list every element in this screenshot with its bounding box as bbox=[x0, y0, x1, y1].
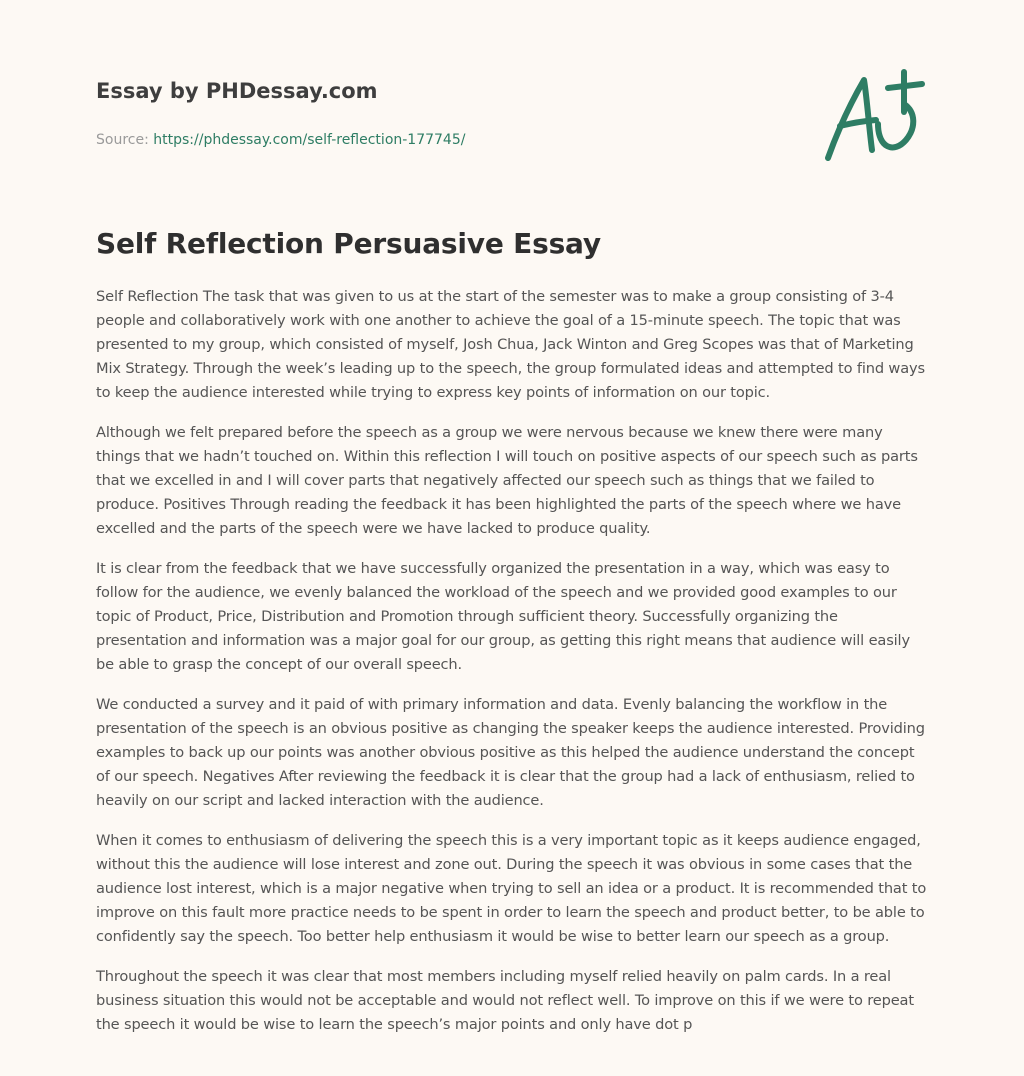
paragraph: Throughout the speech it was clear that most members including myself relied heavily on palm cards. In a real business situation this would not be acceptable and would not reflect well. To improve on this if we were to repeat the speech it would be wise to learn the speech’s major points and only have dot p bbox=[96, 968, 914, 1033]
paragraph: We conducted a survey and it paid of with primary information and data. Evenly balancing the workflow in the presentation of the speech is an obvious positive as changing the speaker keeps the audience interested. Providing examples to back up our points was another obvious positive as this helped the audience understand the concept of our speech. Negatives After reviewing the feedback it is clear that the group had a lack of enthusiasm, relied to heavily on our script and lacked interaction with the audience. bbox=[96, 696, 925, 809]
page-header bbox=[96, 78, 796, 149]
source-label: Source: bbox=[96, 132, 154, 148]
paragraph: When it comes to enthusiasm of delivering the speech this is a very important topic as it keeps audience engaged, without this the audience will lose interest and zone out. During the speech it was obvious in some cases that the audience lost interest, which is a major negative when trying to sell an idea or a product. It is recommended that to improve on this fault more practice needs to be spent in order to learn the speech and product better, to be able to confidently say the speech. Too better help enthusiasm it would be wise to better learn our speech as a group. bbox=[96, 832, 927, 945]
paragraph: It is clear from the feedback that we have successfully organized the presentation in a way, which was easy to follow for the audience, we evenly balanced the workload of the speech and we provided good examples to our topic of Product, Price, Distribution and Promotion through sufficient theory. Successfully organizing the presentation and information was a major goal for our group, as getting this right means that audience will easily be able to grasp the concept of our overall speech. bbox=[96, 560, 910, 673]
site-brand: Essay by PHDessay.com bbox=[96, 79, 378, 103]
source-link[interactable]: https://phdessay.com/self-reflection-177745/ bbox=[153, 132, 466, 148]
a-plus-logo-icon bbox=[822, 68, 926, 164]
paragraph: Self Reflection The task that was given to us at the start of the semester was to make a group consisting of 3-4 people and collaboratively work with one another to achieve the goal of a 15-minute speech. The topic that was presented to my group, which consisted of myself, Josh Chua, Jack Winton and Greg Scopes was that of Marketing Mix Strategy. Through the week’s leading up to the speech, the group formulated ideas and attempted to find ways to keep the audience interested while trying to express key points of information on our topic. bbox=[96, 288, 925, 401]
essay-body bbox=[96, 285, 930, 1053]
essay-title: Self Reflection Persuasive Essay bbox=[96, 227, 601, 260]
paragraph: Although we felt prepared before the speech as a group we were nervous because we knew there were many things that we hadn’t touched on. Within this reflection I will touch on positive aspects of our speech such as parts that we excelled in and I will cover parts that negatively affected our speech such as things that we failed to produce. Positives Through reading the feedback it has been highlighted the parts of the speech where we have excelled and the parts of the speech were we have lacked to produce quality. bbox=[96, 424, 918, 537]
source-line bbox=[96, 131, 796, 149]
